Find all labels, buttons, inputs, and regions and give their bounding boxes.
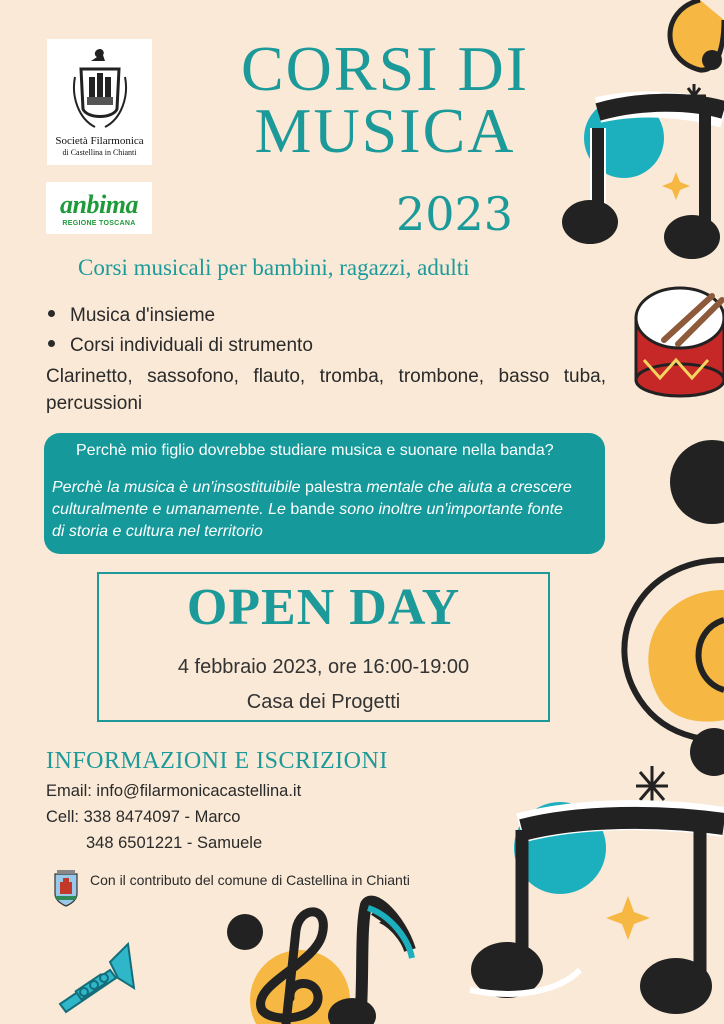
subtitle: Corsi musicali per bambini, ragazzi, adulti	[78, 255, 470, 280]
title-line-1: CORSI DI	[240, 33, 530, 104]
drum-icon	[636, 288, 724, 396]
anbima-logo	[46, 182, 152, 234]
sparkle-icon	[662, 172, 690, 200]
trumpet-icon	[60, 944, 134, 1012]
filarmonica-place: di Castellina in Chianti	[62, 148, 137, 157]
music-note-icon	[328, 902, 412, 1024]
music-note-icon	[562, 98, 724, 259]
question-box	[44, 433, 605, 554]
filarmonica-name: Società Filarmonica	[55, 135, 144, 147]
bullet-item	[48, 335, 313, 357]
answer-highlight: palestra	[304, 479, 362, 496]
answer-text	[52, 477, 572, 543]
music-note-icon	[470, 802, 724, 1014]
answer-part: sono inoltre un'importante fonte di storia e cultura nel territorio	[52, 501, 563, 540]
title-year: 2023	[396, 187, 514, 241]
contribution-note: Con il contributo del comune di Castellina in Chianti	[90, 872, 410, 888]
sparkle-icon	[606, 896, 650, 940]
filarmonica-logo	[47, 39, 152, 165]
bullet-dot	[48, 310, 55, 317]
open-day-box	[97, 572, 550, 722]
coat-of-arms-icon	[53, 868, 79, 908]
bullet-dot	[48, 340, 55, 347]
info-cell-2[interactable]: 348 6501221 - Samuele	[86, 834, 263, 852]
open-day-date: 4 febbraio 2023, ore 16:00-19:00	[177, 656, 470, 678]
orange-swirl-middle	[624, 560, 724, 776]
instruments-list: Clarinetto, sassofono, flauto, tromba, trombone, basso tuba, percussioni	[46, 366, 606, 414]
info-cell-1[interactable]: Cell: 338 8474097 - Marco	[46, 808, 241, 826]
bullet-item	[48, 305, 215, 327]
question-text: Perchè mio figlio dovrebbe studiare musica e suonare nella banda?	[76, 442, 554, 459]
anbima-region: REGIONE TOSCANA	[62, 220, 136, 227]
answer-part: Perchè la musica è un'insostituibile	[52, 479, 305, 496]
open-day-place: Casa dei Progetti	[246, 691, 401, 713]
answer-highlight: bande	[290, 501, 335, 518]
orange-swirl-top	[670, 0, 724, 70]
black-dot	[670, 440, 724, 524]
answer-part: mentale che aiuta a crescere culturalmente e umanamente. Le	[52, 479, 572, 518]
bullet-text: Corsi individuali di strumento	[70, 335, 313, 356]
anbima-name: anbima	[60, 190, 138, 219]
open-day-heading: OPEN DAY	[186, 579, 461, 636]
title-line-2: MUSICA	[254, 95, 516, 166]
sparkle-icon	[636, 766, 668, 806]
info-heading: INFORMAZIONI E ISCRIZIONI	[46, 748, 388, 774]
bullet-text: Musica d'insieme	[70, 305, 216, 326]
info-email[interactable]: Email: info@filarmonicacastellina.it	[46, 782, 302, 800]
rooster-crest-icon	[71, 47, 129, 131]
